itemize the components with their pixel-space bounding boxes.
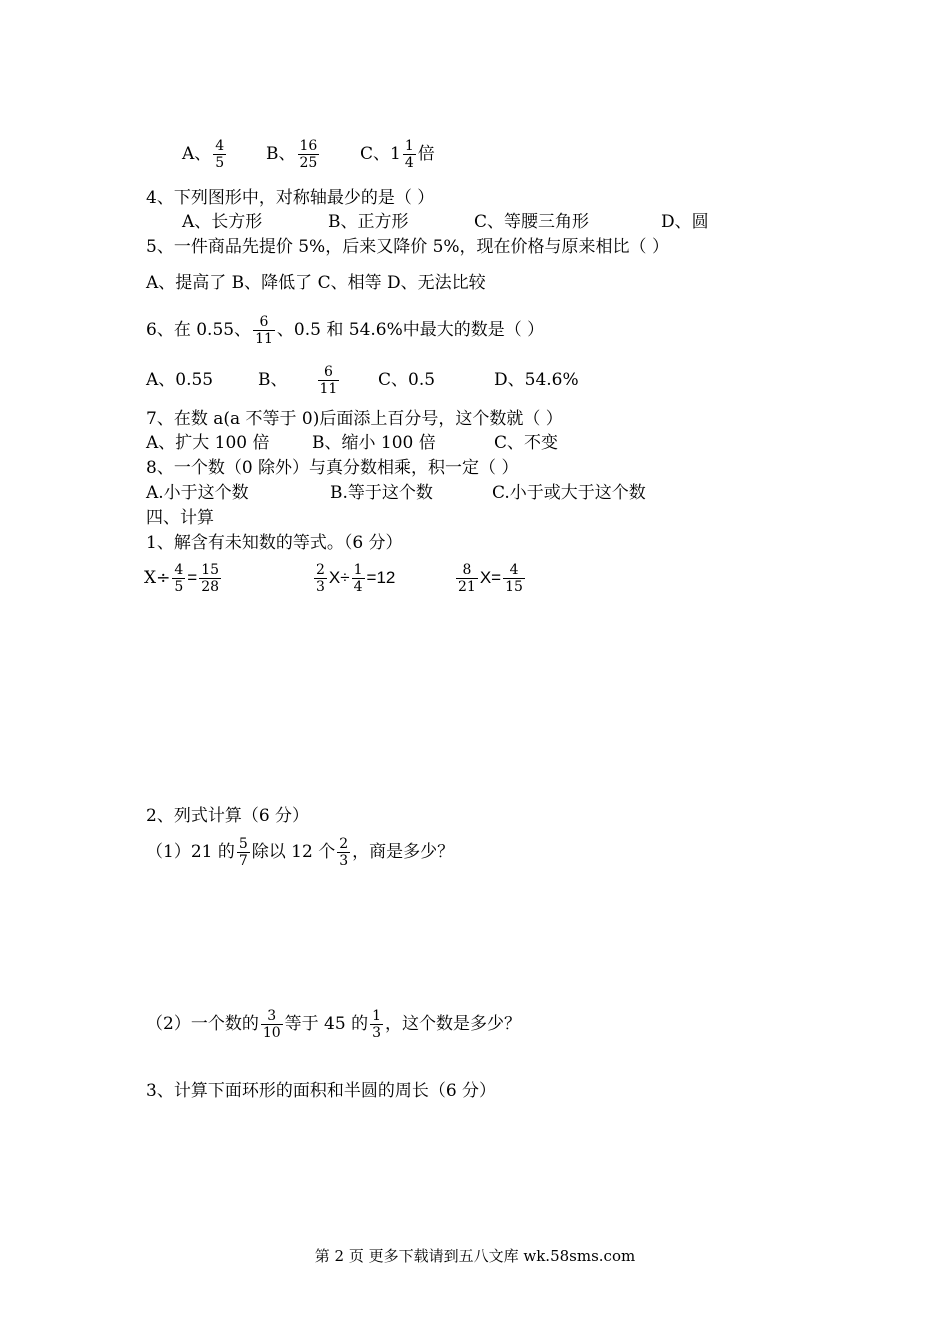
equation-1 <box>144 558 223 598</box>
fraction <box>314 562 327 595</box>
q4-option-c: C、等腰三角形 <box>474 212 590 232</box>
part2-question-2 <box>146 1004 521 1044</box>
part2-q2-suffix: ，这个数是多少？ <box>385 1014 522 1034</box>
q6-option-a: A、0.55 <box>146 370 214 390</box>
fraction-denominator: 11 <box>319 381 338 397</box>
q6-options <box>146 360 626 400</box>
fraction-numerator: 1 <box>372 1008 382 1024</box>
fraction <box>337 836 350 869</box>
q8-stem: 8、一个数（0 除外）与真分数相乘，积一定（ ） <box>146 458 519 478</box>
part2-question-1 <box>146 832 454 872</box>
fraction-denominator: 15 <box>505 579 523 595</box>
fraction-denominator: 5 <box>215 155 225 171</box>
fraction-denominator: 11 <box>255 331 273 347</box>
q7-option-c: C、不变 <box>494 433 559 453</box>
q3-option-c-label: C、 <box>360 144 391 164</box>
q7-option-b: B、缩小 100 倍 <box>312 433 436 453</box>
fraction-denominator: 5 <box>174 579 184 595</box>
q6-option-d: D、54.6% <box>494 370 579 390</box>
fraction-denominator: 3 <box>316 579 325 595</box>
part2-q1-prefix: （1）21 的 <box>146 842 235 862</box>
fraction <box>237 836 250 869</box>
fraction-numerator: 4 <box>174 562 184 578</box>
fraction-denominator: 4 <box>353 579 363 595</box>
q8-options <box>146 482 706 504</box>
fraction-numerator: 4 <box>503 562 525 579</box>
fraction-numerator: 5 <box>238 836 248 852</box>
fraction <box>503 562 525 595</box>
q3-option-b <box>266 136 321 172</box>
fraction <box>213 138 226 171</box>
q4-options <box>182 211 742 233</box>
fraction-numerator: 2 <box>339 836 349 852</box>
equation-2 <box>312 558 395 598</box>
part2-q1-middle: 除以 12 个 <box>251 842 336 862</box>
fraction-numerator: 15 <box>201 562 220 578</box>
fraction-numerator: 8 <box>456 562 478 579</box>
fraction <box>352 562 365 595</box>
fraction-numerator: 16 <box>299 138 318 154</box>
equation-3-middle: X= <box>479 568 502 587</box>
fraction-denominator: 25 <box>299 155 318 171</box>
q6-option-c: C、0.5 <box>378 370 436 390</box>
mixed-number-whole: 1 <box>390 144 401 164</box>
fraction-numerator: 1 <box>404 138 414 154</box>
fraction <box>199 562 221 595</box>
fraction <box>298 138 320 171</box>
fraction-numerator: 6 <box>253 314 275 331</box>
fraction-denominator: 3 <box>372 1025 382 1041</box>
fraction-denominator: 7 <box>238 853 248 869</box>
q4-option-a: A、长方形 <box>182 212 263 232</box>
q6-option-b <box>258 360 341 400</box>
q3-option-a <box>182 136 228 172</box>
fraction-denominator: 4 <box>404 155 414 171</box>
part2-q2-prefix: （2）一个数的 <box>146 1014 259 1034</box>
q5-options: A、提高了 B、降低了 C、相等 D、无法比较 <box>146 273 486 293</box>
equation-2-suffix: =12 <box>366 568 396 587</box>
q3-option-a-label: A、 <box>182 144 212 164</box>
fraction-denominator: 28 <box>201 579 220 595</box>
q4-option-b: B、正方形 <box>328 212 409 232</box>
fraction-numerator: 2 <box>316 562 325 578</box>
fraction-numerator: 1 <box>353 562 363 578</box>
fraction <box>456 562 478 595</box>
section4-part2-title: 2、列式计算（6 分） <box>146 806 310 826</box>
equation-3 <box>454 558 527 598</box>
fraction <box>261 1008 283 1041</box>
fraction <box>403 138 416 171</box>
fraction <box>172 562 185 595</box>
equation-1-prefix: X÷ <box>144 568 171 588</box>
q6-stem-prefix: 6、在 0.55、 <box>146 320 252 340</box>
fraction <box>370 1008 383 1041</box>
fraction-numerator: 3 <box>261 1008 283 1025</box>
equation-2-middle: X÷ <box>328 568 350 587</box>
q8-option-a: A.小于这个数 <box>146 483 249 503</box>
section4-part3-title: 3、计算下面环形的面积和半圆的周长（6 分） <box>146 1081 497 1101</box>
q8-option-b: B.等于这个数 <box>330 483 433 503</box>
section4-part1-title: 1、解含有未知数的等式。（6 分） <box>146 533 403 553</box>
part2-q2-middle: 等于 45 的 <box>284 1014 369 1034</box>
q3-option-b-label: B、 <box>266 144 296 164</box>
part2-q1-suffix: ，商是多少？ <box>352 842 455 862</box>
q6-option-b-label: B、 <box>258 370 288 390</box>
fraction <box>318 364 340 397</box>
q6-stem <box>146 310 544 350</box>
fraction-denominator: 21 <box>458 579 476 595</box>
q4-stem: 4、下列图形中，对称轴最少的是（ ） <box>146 188 435 208</box>
q7-options <box>146 432 626 454</box>
section4-title: 四、计算 <box>146 508 214 528</box>
equation-1-equals: = <box>187 568 198 587</box>
q7-option-a: A、扩大 100 倍 <box>146 433 270 453</box>
page-footer: 第 2 页 更多下载请到五八文库 wk.58sms.com <box>314 1247 636 1265</box>
q6-stem-suffix: 、0.5 和 54.6%中最大的数是（ ） <box>276 320 545 340</box>
q7-stem: 7、在数 a(a 不等于 0)后面添上百分号，这个数就（ ） <box>146 409 563 429</box>
fraction <box>253 314 275 347</box>
fraction-numerator: 4 <box>215 138 225 154</box>
q5-stem: 5、一件商品先提价 5%，后来又降价 5%，现在价格与原来相比（ ） <box>146 237 669 257</box>
fraction-denominator: 10 <box>262 1025 281 1041</box>
q8-option-c: C.小于或大于这个数 <box>492 483 646 503</box>
q3-option-c <box>360 136 435 172</box>
fraction-denominator: 3 <box>339 853 349 869</box>
q3-option-c-suffix: 倍 <box>417 144 435 164</box>
q4-option-d: D、圆 <box>661 212 709 232</box>
fraction-numerator: 6 <box>318 364 340 381</box>
